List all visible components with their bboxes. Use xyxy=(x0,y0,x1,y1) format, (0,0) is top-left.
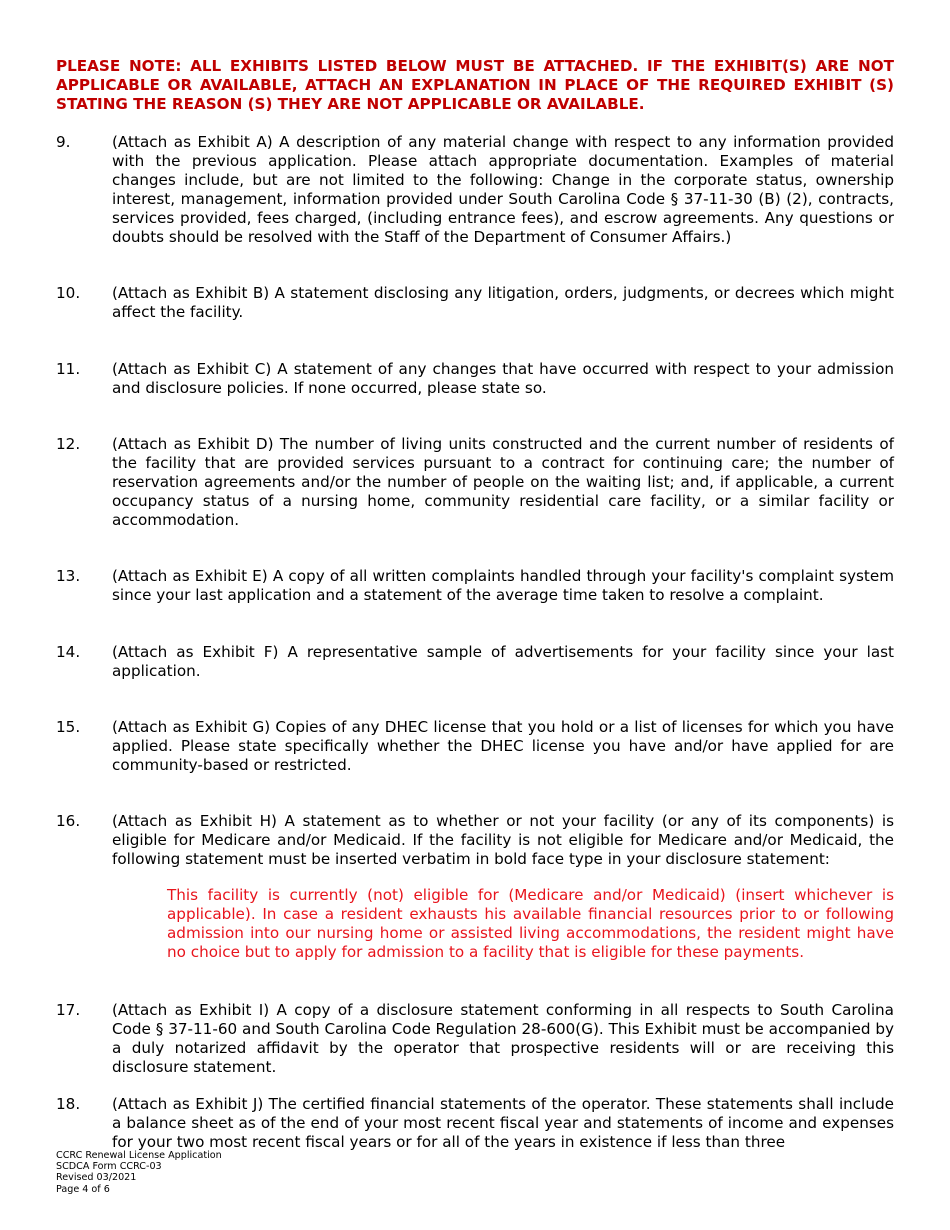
list-item-13 xyxy=(56,567,894,605)
item-text: (Attach as Exhibit B) A statement disclosing any litigation, orders, judgments, or decrees which might affect the facility. xyxy=(112,284,894,321)
item-text: (Attach as Exhibit D) The number of living units constructed and the current number of residents of the facility that are provided services pursuant to a contract for continuing care; the number of reservation agreements and/or the number of people on the waiting list; and, if applicable, a current occupancy status of a nursing home, community residential care facility, or a similar facility or accommodation. xyxy=(112,435,894,529)
list-item-17 xyxy=(56,1001,894,1077)
item-text: (Attach as Exhibit C) A statement of any changes that have occurred with respect to your admission and disclosure policies. If none occurred, please state so. xyxy=(112,360,894,397)
item-number: 14. xyxy=(56,643,81,661)
medicare-disclosure-statement: This facility is currently (not) eligible for (Medicare and/or Medicaid) (insert whichever is applicable). In case a resident exhausts his available financial resources prior to or following admission into our nursing home or assisted living accommodations, the resident might have no choice but to apply for admission to a facility that is eligible for these payments. xyxy=(167,886,894,961)
list-item-11 xyxy=(56,360,894,398)
item-number: 12. xyxy=(56,435,81,453)
list-item-14 xyxy=(56,643,894,681)
item-number: 9. xyxy=(56,133,71,151)
item-number: 17. xyxy=(56,1001,81,1019)
item-text: (Attach as Exhibit I) A copy of a disclosure statement conforming in all respects to South Carolina Code § 37-11-60 and South Carolina Code Regulation 28-600(G). This Exhibit must be accompanied by a duly notarized affidavit by the operator that prospective residents will or are receiving this disclosure statement. xyxy=(112,1001,894,1076)
list-item-12 xyxy=(56,435,894,530)
footer-form-id: SCDCA Form CCRC-03 xyxy=(56,1161,162,1173)
exhibit-notice: PLEASE NOTE: ALL EXHIBITS LISTED BELOW MUST BE ATTACHED. IF THE EXHIBIT(S) ARE NOT APPLICABLE OR AVAILABLE, ATTACH AN EXPLANATION IN PLACE OF THE REQUIRED EXHIBIT (S) STATING THE REASON (S) THEY ARE NOT APPLICABLE OR AVAILABLE. xyxy=(56,57,894,113)
list-item-15 xyxy=(56,718,894,775)
item-text: (Attach as Exhibit E) A copy of all written complaints handled through your facility's complaint system since your last application and a statement of the average time taken to resolve a complaint. xyxy=(112,567,894,604)
item-number: 16. xyxy=(56,812,81,830)
item-text: (Attach as Exhibit H) A statement as to whether or not your facility (or any of its components) is eligible for Medicare and/or Medicaid. If the facility is not eligible for Medicare and/or Medicaid, the following statement must be inserted verbatim in bold face type in your disclosure statement: xyxy=(112,812,894,868)
footer-page-number: Page 4 of 6 xyxy=(56,1183,110,1195)
footer-form-title: CCRC Renewal License Application xyxy=(56,1150,222,1161)
list-item-18 xyxy=(56,1095,894,1152)
item-number: 11. xyxy=(56,360,81,378)
list-item-16 xyxy=(56,812,894,869)
item-text: (Attach as Exhibit A) A description of any material change with respect to any information provided with the previous application. Please attach appropriate documentation. Examples of material changes include, but are not limited to the following: Change in the corporate status, ownership interest, management, information provided under South Carolina Code § 37-11-30 (B) (2), contracts, services provided, fees charged, (including entrance fees), and escrow agreements. Any questions or doubts should be resolved with the Staff of the Department of Consumer Affairs.) xyxy=(112,133,894,246)
item-text: (Attach as Exhibit F) A representative sample of advertisements for your facility since your last application. xyxy=(112,643,894,680)
footer-revision: Revised 03/2021 xyxy=(56,1172,137,1184)
item-text: (Attach as Exhibit G) Copies of any DHEC license that you hold or a list of licenses for which you have applied. Please state specifically whether the DHEC license you have and/or have applied for are community-based or restricted. xyxy=(112,718,894,774)
list-item-10 xyxy=(56,284,894,322)
list-item-9 xyxy=(56,133,894,247)
item-number: 13. xyxy=(56,567,81,585)
item-number: 18. xyxy=(56,1095,81,1113)
item-text: (Attach as Exhibit J) The certified financial statements of the operator. These statements shall include a balance sheet as of the end of your most recent fiscal year and statements of income and expenses for your two most recent fiscal years or for all of the years in existence if less than three xyxy=(112,1095,894,1151)
item-number: 10. xyxy=(56,284,81,302)
item-number: 15. xyxy=(56,718,81,736)
page-footer xyxy=(56,1150,222,1195)
